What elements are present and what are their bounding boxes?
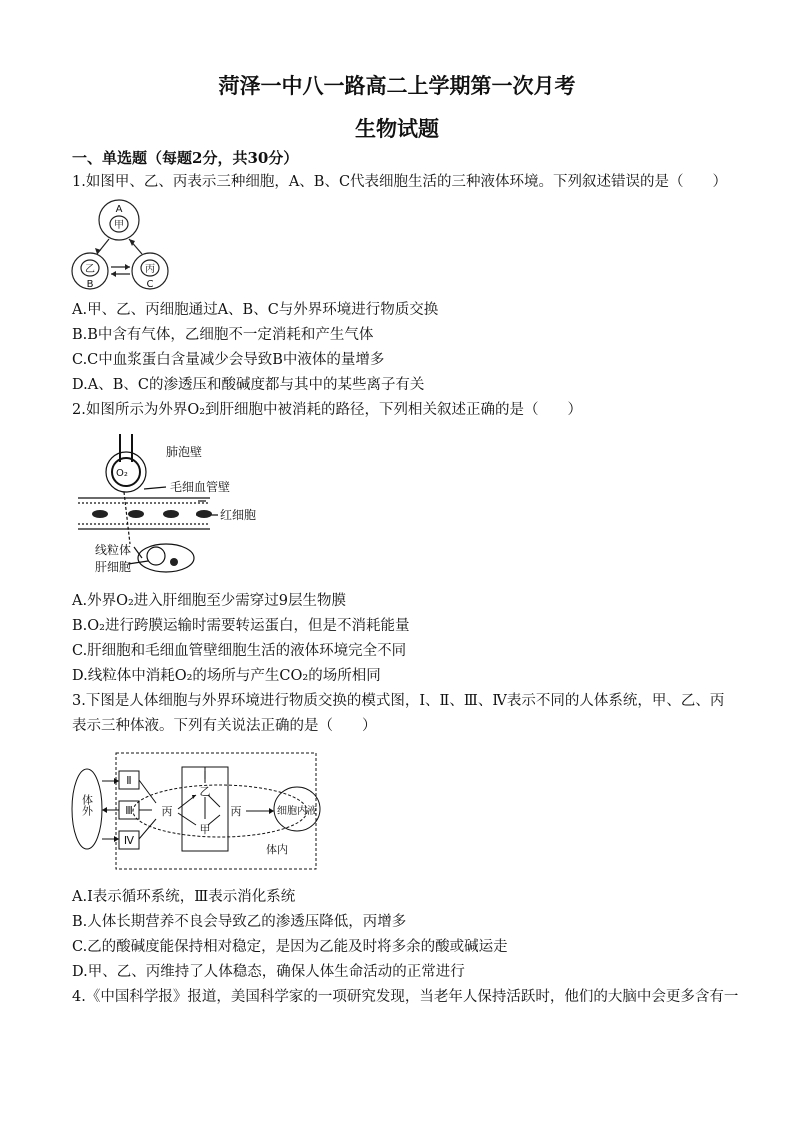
section-heading: 一、单选题（每题2分，共30分）: [72, 149, 299, 167]
q1-option-a: A.甲、乙、丙细胞通过A、B、C与外界环境进行物质交换: [72, 302, 439, 318]
q3-fluid-jia: 甲: [199, 823, 211, 836]
q3-inside-label: 体内: [266, 843, 288, 856]
q1-label-a: A: [115, 204, 123, 215]
q3-stem-line2: 表示三种体液。下列有关说法正确的是（ ）: [72, 718, 377, 734]
q3-option-c: C.乙的酸碱度能保持相对稳定，是因为乙能及时将多余的酸或碱运走: [72, 939, 508, 955]
q3-fluid-bing-right: 丙: [230, 805, 242, 818]
q3-fluid-yi: 乙: [199, 785, 211, 798]
q1-label-c: C: [146, 279, 154, 290]
q3-outside-label: 体外: [80, 794, 94, 816]
q2-alveolus-label: 肺泡壁: [166, 445, 203, 459]
q3-fluid-bing-left: 丙: [161, 805, 173, 818]
q1-cell-jia: 甲: [114, 220, 124, 231]
q2-o2-label: O₂: [116, 468, 128, 479]
q1-stem: 1.如图甲、乙、丙表示三种细胞，A、B、C代表细胞生活的三种液体环境。下列叙述错误的是（ ）: [72, 174, 728, 190]
q3-system-4: Ⅳ: [123, 834, 135, 847]
q3-option-d: D.甲、乙、丙维持了人体稳态，确保人体生命活动的正常进行: [72, 964, 465, 980]
q3-stem-line1: 3.下图是人体细胞与外界环境进行物质交换的模式图，Ⅰ、Ⅱ、Ⅲ、Ⅳ表示不同的人体系统，甲、乙、丙: [72, 693, 725, 709]
q3-system-1: Ⅱ: [126, 774, 132, 787]
q2-liver-label: 肝细胞: [95, 560, 132, 574]
q1-option-d: D.A、B、C的渗透压和酸碱度都与其中的某些离子有关: [72, 377, 425, 393]
exam-title: 菏泽一中八一路高二上学期第一次月考: [218, 73, 576, 98]
q1-label-b: B: [86, 279, 94, 290]
q3-option-a: A.Ⅰ表示循环系统，Ⅲ表示消化系统: [72, 889, 296, 905]
q2-option-a: A.外界O₂进入肝细胞至少需穿过9层生物膜: [72, 593, 347, 609]
q1-cell-bing: 丙: [145, 264, 155, 275]
q1-figure: [72, 198, 172, 293]
q3-cell-fluid: 细胞内液: [277, 806, 317, 817]
q2-figure: [78, 432, 278, 582]
q2-option-b: B.O₂进行跨膜运输时需要转运蛋白，但是不消耗能量: [72, 618, 410, 634]
q1-option-b: B.B中含有气体，乙细胞不一定消耗和产生气体: [72, 327, 374, 343]
q2-option-c: C.肝细胞和毛细血管壁细胞生活的液体环境完全不同: [72, 643, 407, 659]
q2-option-d: D.线粒体中消耗O₂的场所与产生CO₂的场所相同: [72, 668, 381, 684]
q1-cell-yi: 乙: [85, 264, 95, 275]
q2-capillary-label: 毛细血管壁: [170, 480, 231, 494]
q4-stem: 4.《中国科学报》报道，美国科学家的一项研究发现，当老年人保持活跃时，他们的大脑中会更多含有一: [72, 989, 739, 1005]
q1-option-c: C.C中血浆蛋白含量减少会导致B中液体的量增多: [72, 352, 385, 368]
q3-system-3: Ⅲ: [125, 804, 133, 817]
exam-subtitle: 生物试题: [355, 116, 439, 141]
q3-system-i: Ⅰ: [203, 769, 207, 782]
q2-rbc-label: 红细胞: [220, 508, 257, 522]
q2-mito-label: 线粒体: [95, 543, 132, 557]
q3-option-b: B.人体长期营养不良会导致乙的渗透压降低，丙增多: [72, 914, 407, 930]
q3-figure: [72, 745, 322, 875]
q2-stem: 2.如图所示为外界O₂到肝细胞中被消耗的路径，下列相关叙述正确的是（ ）: [72, 402, 583, 418]
